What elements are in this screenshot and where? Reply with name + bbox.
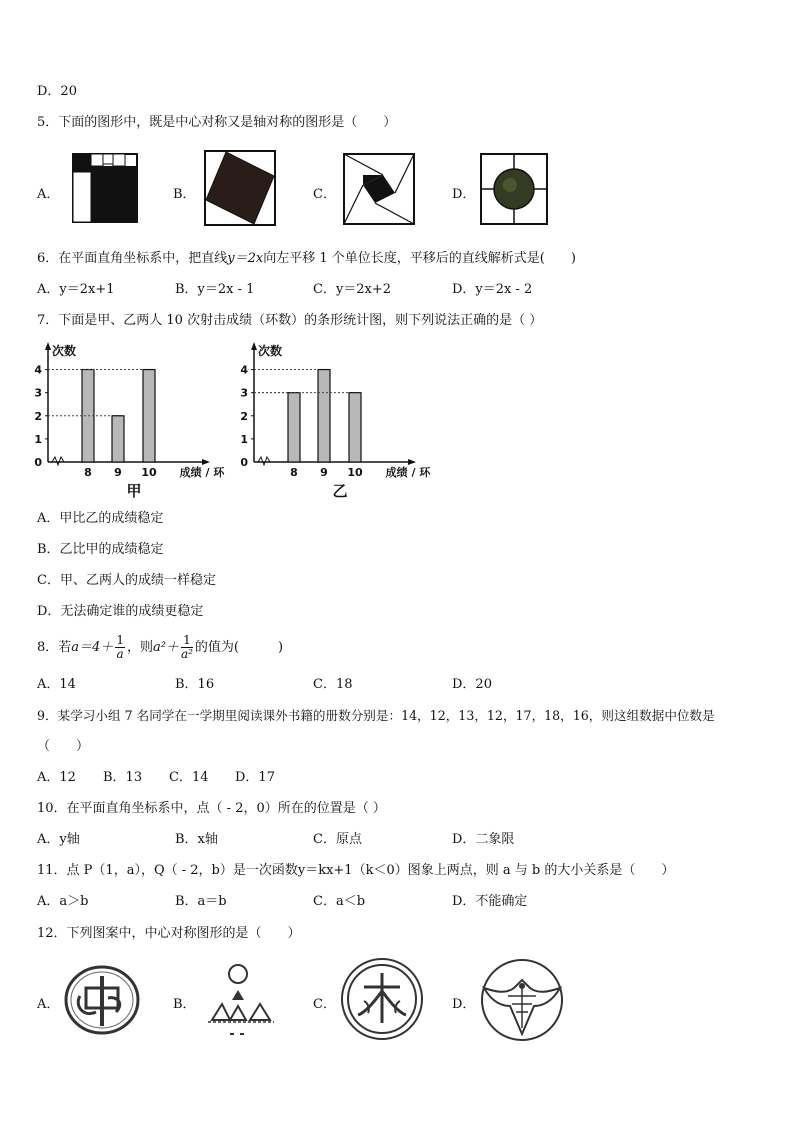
q7-option-c: C．甲、乙两人的成绩一样稳定 — [37, 573, 216, 588]
y-tick-label: 3 — [34, 386, 42, 400]
x-axis-label: 成绩 / 环 — [385, 466, 431, 479]
q8-mid: ，则 — [126, 640, 153, 655]
q11-option-b: B．a＝b — [175, 894, 227, 909]
q7-stem: 7．下面是甲、乙两人 10 次射击成绩（环数）的条形统计图，则下列说法正确的是（ ） — [37, 313, 543, 328]
q12-label-d: D． — [452, 997, 476, 1012]
q6-stem-post: 向左平移 1 个单位长度，平移后的直线解析式是( ) — [263, 251, 576, 266]
x-tick-label: 9 — [320, 466, 328, 479]
q9-stem: 9．某学习小组 7 名同学在一学期里阅读课外书籍的册数分别是：14，12，13，12，17，18，16，则这组数据中位数是 — [37, 708, 715, 723]
q6-stem-var: y＝2x — [227, 251, 264, 266]
y-tick-label: 2 — [34, 409, 42, 423]
y-tick-label: 1 — [240, 432, 248, 446]
chart-title: 甲 — [126, 482, 142, 498]
q10-option-d: D．二象限 — [452, 832, 515, 847]
q12-label-c: C． — [313, 997, 336, 1012]
q7-option-d: D．无法确定谁的成绩更稳定 — [37, 604, 204, 619]
q7-option-b: B．乙比甲的成绩稳定 — [37, 542, 164, 557]
q12-figure-a — [62, 962, 142, 1038]
q10-option-a: A．y轴 — [37, 832, 80, 847]
bar-9 — [112, 416, 124, 462]
q8-option-a: A．14 — [37, 677, 76, 692]
q11-option-d: D．不能确定 — [452, 894, 528, 909]
q4-option-d: D．20 — [37, 84, 77, 99]
y-tick-label: 1 — [34, 432, 42, 446]
axis-break — [52, 457, 64, 465]
q5-label-d: D． — [452, 187, 476, 202]
q8-option-b: B．16 — [175, 677, 215, 692]
chart-title: 乙 — [332, 482, 348, 498]
y-axis-label: 次数 — [52, 344, 77, 358]
q8-fraction-2 — [181, 634, 193, 661]
q12-figure-d — [478, 958, 566, 1042]
x-tick-label: 10 — [141, 466, 157, 479]
q11-option-a: A．a＞b — [37, 894, 89, 909]
q10-option-c: C．原点 — [313, 832, 362, 847]
chart-jia — [30, 338, 230, 498]
q8-option-d: D．20 — [452, 677, 492, 692]
y-tick-label: 3 — [240, 386, 248, 400]
x-tick-label: 8 — [84, 466, 92, 479]
q11-option-c: C．a＜b — [313, 894, 366, 909]
q6-stem — [37, 251, 576, 267]
q10-option-b: B．x轴 — [175, 832, 218, 847]
q5-label-c: C． — [313, 187, 336, 202]
q9-option-b: B．13 — [103, 770, 143, 785]
q8-stem-pre: 8．若 — [37, 640, 72, 655]
q8-post: 的值为( ) — [194, 640, 284, 655]
x-axis-label: 成绩 / 环 — [179, 466, 225, 479]
q9-option-c: C．14 — [169, 770, 209, 785]
q5-stem: 5．下面的图形中，既是中心对称又是轴对称的图形是（ ） — [37, 115, 397, 130]
q6-option-c: C．y＝2x+2 — [313, 282, 392, 297]
q8-frac1-denominator: a — [116, 647, 124, 661]
q10-stem: 10．在平面直角坐标系中，点（ - 2，0）所在的位置是（ ） — [37, 801, 386, 816]
q6-option-a: A．y＝2x+1 — [37, 282, 115, 297]
axis-break — [258, 457, 270, 465]
q8-frac2-denominator: a² — [180, 647, 193, 661]
x-tick-label: 10 — [347, 466, 363, 479]
y-axis-arrow — [251, 342, 257, 350]
q12-stem: 12．下列图案中，中心对称图形的是（ ） — [37, 926, 301, 941]
q6-option-b: B．y＝2x - 1 — [175, 282, 255, 297]
y-axis-arrow — [45, 342, 51, 350]
x-axis-arrow — [202, 459, 210, 465]
y-tick-label: 2 — [240, 409, 248, 423]
q9-blank: （ ） — [37, 739, 90, 754]
bar-10 — [349, 393, 361, 462]
q8-expr-b: a²＋ — [152, 640, 179, 655]
q6-option-d: D．y＝2x - 2 — [452, 282, 533, 297]
q12-label-b: B． — [173, 997, 196, 1012]
q9-option-d: D．17 — [235, 770, 275, 785]
y-tick-label: 0 — [240, 456, 248, 469]
bar-10 — [143, 370, 155, 462]
q12-figure-c — [340, 957, 424, 1041]
q5-label-b: B． — [173, 187, 196, 202]
q5-figure-d — [480, 153, 548, 225]
q8-option-c: C．18 — [313, 677, 353, 692]
bar-9 — [318, 370, 330, 462]
y-tick-label: 0 — [34, 456, 42, 469]
q12-label-a: A． — [37, 997, 60, 1012]
q8-expr-a: a＝4＋ — [71, 640, 114, 655]
x-tick-label: 8 — [290, 466, 298, 479]
q11-stem: 11．点 P（1，a），Q（ - 2，b）是一次函数y＝kx+1（k＜0）图象上两点，则 a 与 b 的大小关系是（ ） — [37, 863, 675, 878]
q8-frac1-numerator: 1 — [116, 633, 124, 647]
q12-figure-b — [200, 962, 280, 1040]
q8-fraction-1 — [115, 634, 125, 661]
q5-figure-a — [72, 153, 138, 223]
q9-option-a: A．12 — [37, 770, 76, 785]
y-tick-label: 4 — [240, 363, 248, 377]
y-axis-label: 次数 — [258, 344, 283, 358]
bar-8 — [288, 393, 300, 462]
x-axis-arrow — [408, 459, 416, 465]
q8-frac2-numerator: 1 — [181, 634, 193, 648]
q5-figure-b — [204, 150, 276, 226]
q6-stem-pre: 6．在平面直角坐标系中，把直线 — [37, 251, 228, 266]
y-tick-label: 4 — [34, 363, 42, 377]
q8-stem — [37, 633, 283, 663]
x-tick-label: 9 — [114, 466, 122, 479]
q5-label-a: A． — [37, 187, 60, 202]
q7-option-a: A．甲比乙的成绩稳定 — [37, 511, 164, 526]
chart-yi — [236, 338, 436, 498]
q5-figure-c — [343, 153, 415, 225]
